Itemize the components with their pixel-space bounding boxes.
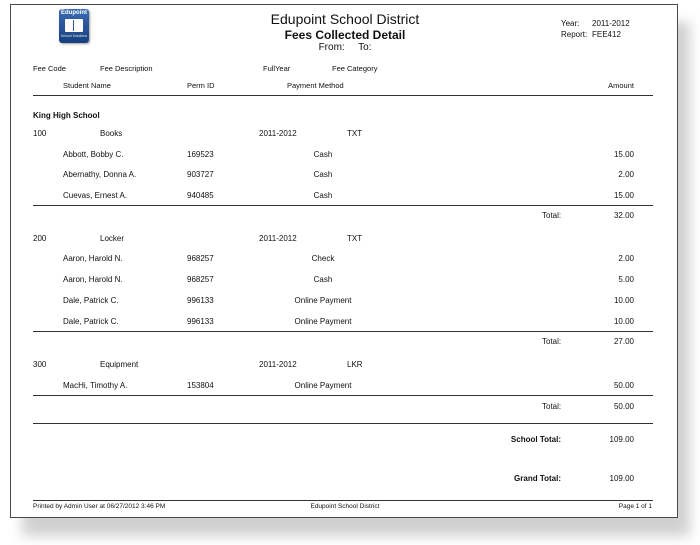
perm-id: 903727 [187, 170, 214, 179]
student-name: Dale, Patrick C. [63, 317, 119, 326]
payment-method: Online Payment [294, 296, 352, 305]
student-name: MacHi, Timothy A. [63, 381, 128, 390]
col-full-year: FullYear [263, 64, 291, 73]
header-divider [33, 95, 653, 96]
group-divider [33, 395, 653, 396]
group-code: 300 [33, 360, 47, 369]
to-label: To: [358, 42, 372, 53]
group-divider [33, 331, 653, 332]
col-fee-category: Fee Category [332, 64, 378, 73]
year-label: Year: [561, 19, 580, 28]
payment-method: Cash [313, 150, 333, 159]
perm-id: 996133 [187, 317, 214, 326]
student-name: Abbott, Bobby C. [63, 150, 124, 159]
group-description: Equipment [100, 360, 139, 369]
school-total: 109.00 [609, 435, 634, 444]
group-total: 50.00 [613, 402, 634, 411]
footer-divider [33, 500, 653, 501]
group-category: TXT [347, 129, 363, 138]
col-perm-id: Perm ID [187, 81, 215, 90]
amount: 5.00 [618, 275, 634, 284]
payment-method: Cash [313, 170, 333, 179]
amount: 10.00 [613, 296, 634, 305]
logo-tagline: School Solutions [60, 34, 88, 38]
amount: 50.00 [613, 381, 634, 390]
perm-id: 940485 [187, 191, 214, 200]
footer-printed-by: Printed by Admin User at 06/27/2012 3:46 PM [33, 503, 166, 510]
footer-page-number: Page 1 of 1 [618, 503, 652, 510]
payment-method: Cash [313, 191, 333, 200]
group-year: 2011-2012 [259, 129, 297, 138]
col-payment-method: Payment Method [287, 81, 344, 90]
year-value: 2011-2012 [592, 19, 630, 28]
group-code: 200 [33, 234, 47, 243]
group-total-label: Total: [542, 337, 562, 346]
logo-brand: Edupoint [61, 10, 87, 16]
grand-total-label: Grand Total: [514, 474, 561, 483]
student-name: Aaron, Harold N. [63, 254, 123, 263]
group-total: 32.00 [613, 211, 634, 220]
perm-id: 153804 [187, 381, 214, 390]
group-category: TXT [347, 234, 363, 243]
grand-total: 109.00 [609, 474, 634, 483]
school-divider [33, 423, 653, 424]
perm-id: 996133 [187, 296, 214, 305]
amount: 15.00 [613, 191, 634, 200]
footer-district: Edupoint School District [310, 503, 380, 510]
student-name: Aaron, Harold N. [63, 275, 123, 284]
group-total-label: Total: [542, 211, 562, 220]
col-fee-description: Fee Description [100, 64, 153, 73]
group-description: Books [100, 129, 123, 138]
group-description: Locker [100, 234, 125, 243]
amount: 10.00 [613, 317, 634, 326]
col-amount: Amount [608, 81, 634, 90]
payment-method: Online Payment [294, 381, 352, 390]
student-name: Abernathy, Donna A. [63, 170, 137, 179]
col-student-name: Student Name [63, 81, 111, 90]
school-name: King High School [33, 111, 100, 120]
group-code: 100 [33, 129, 47, 138]
amount: 2.00 [618, 254, 634, 263]
group-divider [33, 205, 653, 206]
amount: 2.00 [618, 170, 634, 179]
group-year: 2011-2012 [259, 234, 297, 243]
group-total-label: Total: [542, 402, 562, 411]
student-name: Dale, Patrick C. [63, 296, 119, 305]
payment-method: Online Payment [294, 317, 352, 326]
payment-method: Check [311, 254, 335, 263]
date-range [11, 42, 679, 53]
district-title: Edupoint School District [270, 11, 420, 27]
school-total-label: School Total: [510, 435, 561, 444]
amount: 15.00 [613, 150, 634, 159]
group-year: 2011-2012 [259, 360, 297, 369]
group-total: 27.00 [613, 337, 634, 346]
report-value: FEE412 [592, 30, 621, 39]
group-category: LKR [347, 360, 363, 369]
from-label: From: [318, 42, 345, 53]
payment-method: Cash [313, 275, 333, 284]
perm-id: 169523 [187, 150, 214, 159]
col-fee-code: Fee Code [33, 64, 66, 73]
report-title: Fees Collected Detail [284, 28, 406, 42]
perm-id: 968257 [187, 275, 214, 284]
report-label: Report: [561, 30, 588, 39]
report-page [10, 4, 678, 518]
perm-id: 968257 [187, 254, 214, 263]
student-name: Cuevas, Ernest A. [63, 191, 128, 200]
